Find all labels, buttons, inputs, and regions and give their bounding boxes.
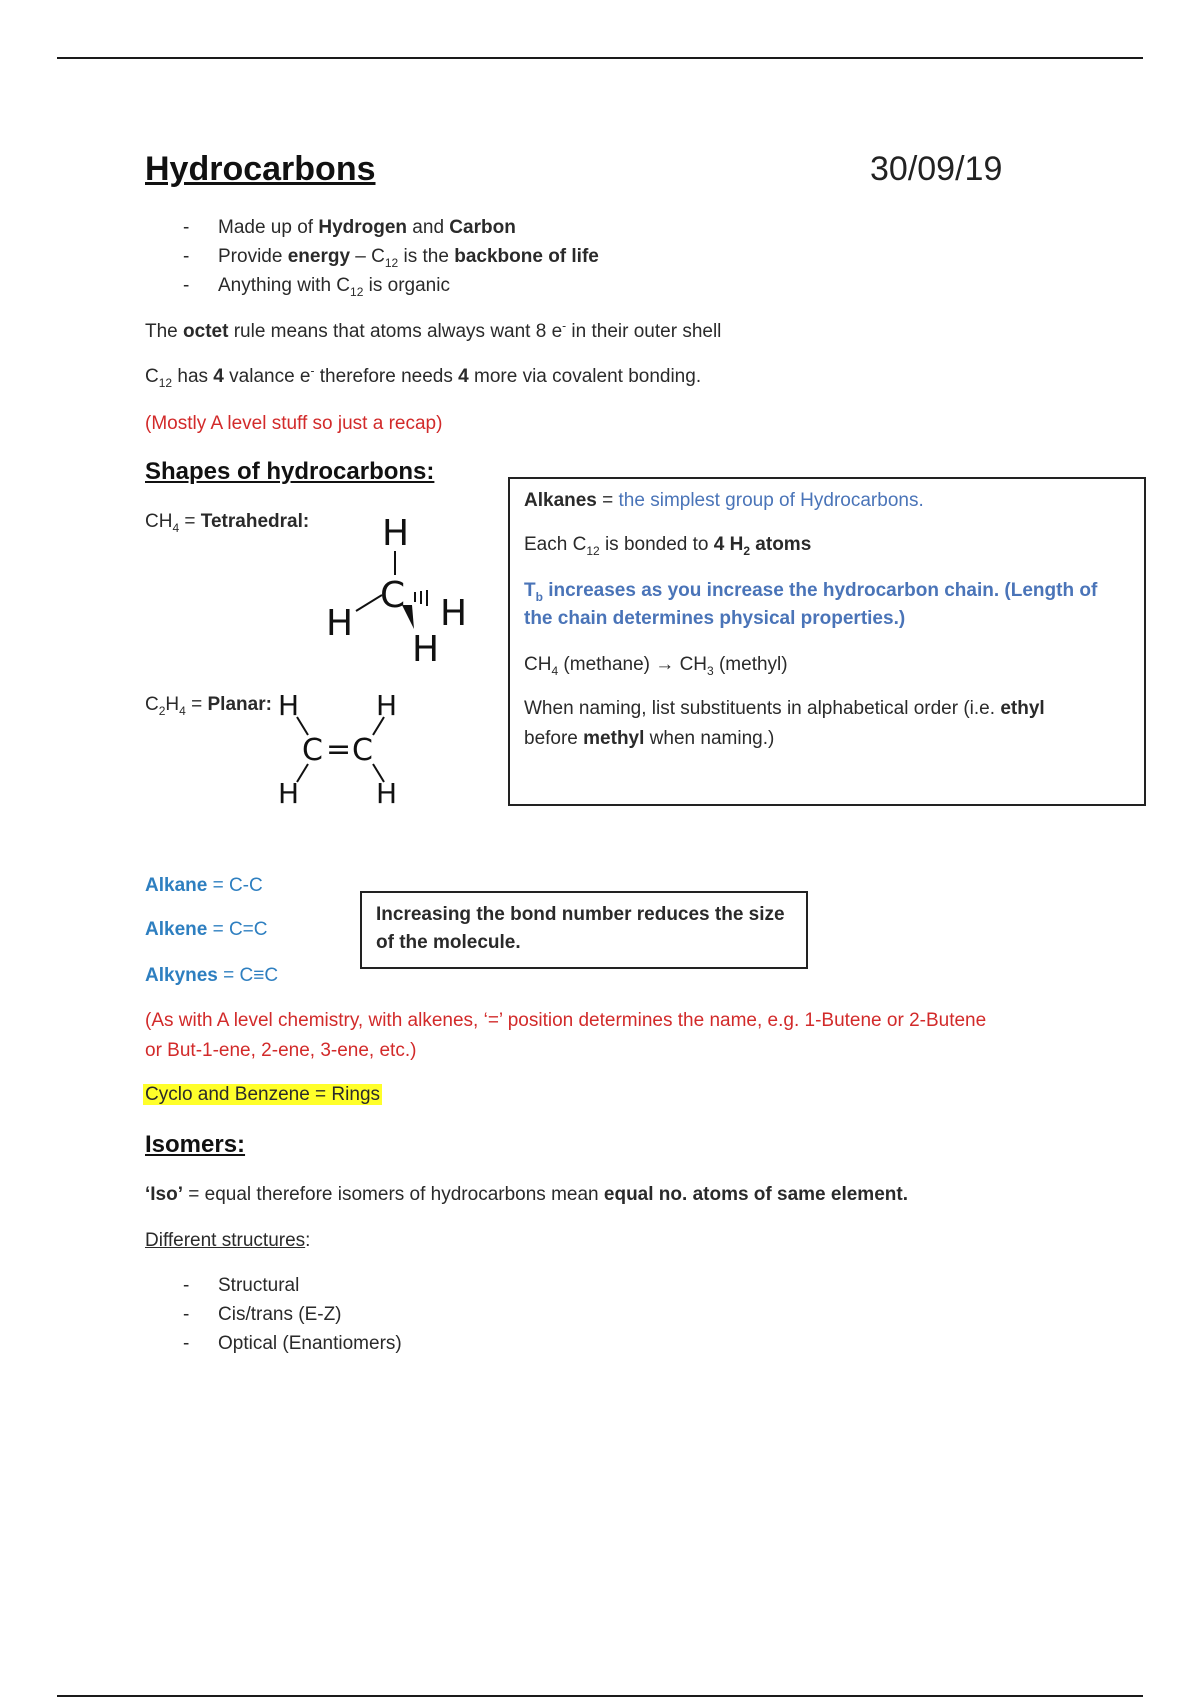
page-title: Hydrocarbons: [145, 150, 376, 188]
bond-line: [356, 595, 382, 611]
bullet-text: Made up of Hydrogen and Carbon: [218, 217, 516, 238]
naming-rule-cont: before methyl when naming.): [524, 728, 775, 749]
bullet-dash: -: [183, 275, 190, 296]
valence-text: $C_{12}$ has 4 valance e- therefore needs 4 more via covalent bonding.: [145, 363, 702, 390]
bullet-text: Provide energy – $C_{12}$ is the backbone of life: [218, 246, 599, 270]
atom-h: H: [278, 777, 300, 810]
c2h4-label: $C_2H_4$ = Planar:: [145, 694, 272, 718]
alkene-bond: Alkene = C=C: [145, 919, 268, 940]
alkanes-info-box: [508, 477, 1146, 806]
atom-h: H: [326, 603, 354, 644]
isomers-definition: ‘Iso’ = equal therefore isomers of hydrocarbons mean equal no. atoms of same element.: [145, 1184, 908, 1205]
bullet-dash: -: [183, 217, 190, 238]
atom-h: H: [382, 513, 410, 554]
rings-note: Cyclo and Benzene = Rings: [145, 1084, 381, 1105]
atom-h: H: [376, 777, 398, 810]
atom-h: H: [376, 689, 398, 722]
atom-c: C: [302, 733, 323, 768]
shapes-heading: Shapes of hydrocarbons:: [145, 458, 435, 485]
alkyne-bond: Alkynes = C≡C: [145, 965, 279, 986]
recap-note: (Mostly A level stuff so just a recap): [145, 413, 443, 434]
isomer-type-label: Cis/trans (E-Z): [218, 1304, 342, 1325]
isomer-type-label: Structural: [218, 1275, 300, 1296]
hash-bond: [415, 590, 427, 606]
bond-size-line-2: of the molecule.: [376, 932, 521, 953]
ethene-structure: [270, 685, 410, 810]
bullet-dash: -: [183, 246, 190, 267]
ch4-label: $CH_4$ = Tetrahedral:: [145, 511, 310, 535]
alkene-naming-note-cont: or But-1-ene, 2-ene, 3-ene, etc.): [145, 1040, 417, 1061]
boiling-point-note-cont: the chain determines physical properties.): [524, 608, 906, 629]
bond-size-line-1: Increasing the bond number reduces the size: [376, 904, 785, 925]
methane-structure: [320, 505, 480, 665]
octet-rule-text: The octet rule means that atoms always want 8 e- in their outer shell: [145, 318, 722, 342]
isomer-type-label: Optical (Enantiomers): [218, 1333, 402, 1354]
alkene-naming-note: (As with A level chemistry, with alkenes, ‘=’ position determines the name, e.g. 1-Butene or 2-Butene: [145, 1010, 987, 1031]
different-structures-label: Different structures:: [145, 1230, 311, 1251]
bottom-rule: [57, 1695, 1143, 1697]
bullet-dash: -: [183, 1275, 190, 1296]
atom-h: H: [440, 593, 468, 634]
double-bond: =: [326, 732, 352, 767]
naming-rule: When naming, list substituents in alphabetical order (i.e. ethyl: [524, 698, 1045, 719]
top-rule: [57, 57, 1143, 59]
atom-c: C: [380, 575, 406, 616]
boiling-point-note: $T_b$ increases as you increase the hydrocarbon chain. (Length of: [524, 580, 1098, 604]
methane-methyl: $CH_4$ (methane) → $CH_3$ (methyl): [524, 654, 788, 678]
bond-size-box: [360, 891, 808, 969]
atom-h: H: [278, 689, 300, 722]
isomers-heading: Isomers:: [145, 1131, 246, 1158]
atom-h: H: [412, 629, 440, 665]
alkanes-bonding: Each $C_{12}$ is bonded to 4 $H_2$ atoms: [524, 534, 812, 558]
page-date: 30/09/19: [870, 150, 1003, 188]
alkane-bond: Alkane = C-C: [145, 875, 263, 896]
bullet-dash: -: [183, 1333, 190, 1354]
alkanes-definition: Alkanes = the simplest group of Hydrocarbons.: [524, 490, 924, 511]
bullet-text: Anything with $C_{12}$ is organic: [218, 275, 450, 299]
atom-c: C: [352, 733, 373, 768]
bullet-dash: -: [183, 1304, 190, 1325]
